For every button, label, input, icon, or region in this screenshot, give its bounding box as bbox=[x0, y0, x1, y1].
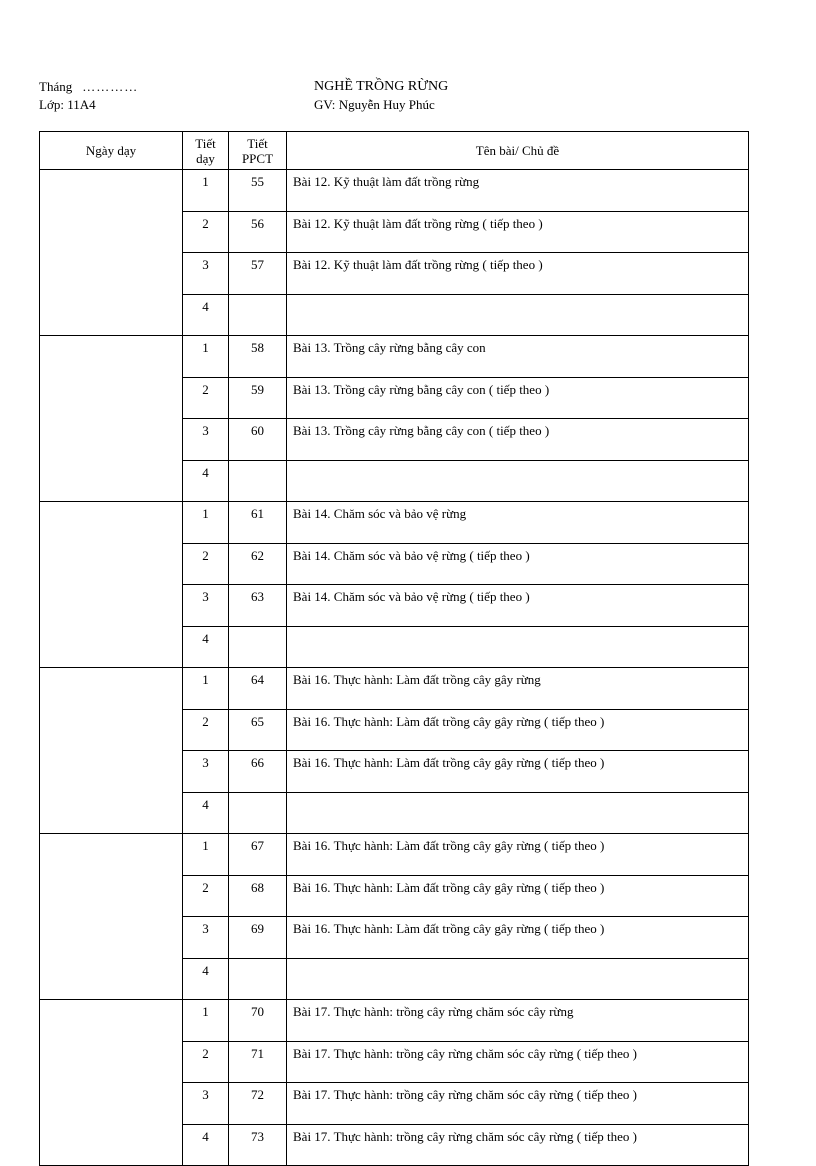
lesson-title-cell: Bài 12. Kỹ thuật làm đất trồng rừng ( tiếp theo ) bbox=[287, 211, 749, 253]
lesson-title-cell: Bài 12. Kỹ thuật làm đất trồng rừng ( tiếp theo ) bbox=[287, 253, 749, 295]
lesson-title-cell: Bài 16. Thực hành: Làm đất trồng cây gây rừng ( tiếp theo ) bbox=[287, 751, 749, 793]
column-title: Tên bài/ Chủ đề bbox=[287, 132, 749, 170]
lesson-title-cell: Bài 16. Thực hành: Làm đất trồng cây gây rừng ( tiếp theo ) bbox=[287, 875, 749, 917]
column-date: Ngày dạy bbox=[40, 132, 183, 170]
lesson-title-cell: Bài 13. Trồng cây rừng bằng cây con ( tiếp theo ) bbox=[287, 377, 749, 419]
date-cell bbox=[40, 1000, 183, 1166]
ppct-cell: 66 bbox=[229, 751, 287, 793]
lesson-title-cell: Bài 16. Thực hành: Làm đất trồng cây gây rừng ( tiếp theo ) bbox=[287, 709, 749, 751]
ppct-cell: 69 bbox=[229, 917, 287, 959]
table-row bbox=[40, 170, 749, 212]
lesson-title-cell: Bài 12. Kỹ thuật làm đất trồng rừng bbox=[287, 170, 749, 212]
lesson-title-cell bbox=[287, 460, 749, 502]
subject-title: NGHỀ TRỒNG RỪNG bbox=[314, 79, 449, 94]
ppct-cell: 59 bbox=[229, 377, 287, 419]
period-cell: 2 bbox=[183, 1041, 229, 1083]
ppct-cell: 70 bbox=[229, 1000, 287, 1042]
table-row bbox=[40, 502, 749, 544]
ppct-cell: 67 bbox=[229, 834, 287, 876]
table-row bbox=[40, 1000, 749, 1042]
ppct-cell: 61 bbox=[229, 502, 287, 544]
class-label: Lớp: bbox=[39, 97, 64, 112]
period-cell: 4 bbox=[183, 958, 229, 1000]
ppct-cell: 62 bbox=[229, 543, 287, 585]
period-cell: 4 bbox=[183, 294, 229, 336]
period-cell: 2 bbox=[183, 709, 229, 751]
ppct-cell: 55 bbox=[229, 170, 287, 212]
table-row bbox=[40, 336, 749, 378]
period-cell: 1 bbox=[183, 668, 229, 710]
column-period-line2: dạy bbox=[196, 150, 215, 166]
period-cell: 2 bbox=[183, 875, 229, 917]
date-cell bbox=[40, 668, 183, 834]
ppct-cell: 71 bbox=[229, 1041, 287, 1083]
column-period-line1: Tiết bbox=[195, 135, 216, 151]
lesson-title-cell bbox=[287, 958, 749, 1000]
date-cell bbox=[40, 170, 183, 336]
teacher-line bbox=[314, 97, 435, 113]
period-cell: 1 bbox=[183, 502, 229, 544]
period-cell: 2 bbox=[183, 211, 229, 253]
period-cell: 1 bbox=[183, 1000, 229, 1042]
teacher-label: GV: bbox=[314, 97, 336, 112]
period-cell: 3 bbox=[183, 917, 229, 959]
period-cell: 3 bbox=[183, 253, 229, 295]
lesson-title-cell: Bài 16. Thực hành: Làm đất trồng cây gây rừng ( tiếp theo ) bbox=[287, 917, 749, 959]
table-row bbox=[40, 668, 749, 710]
period-cell: 2 bbox=[183, 543, 229, 585]
table-body bbox=[40, 170, 749, 1166]
lesson-title-cell bbox=[287, 792, 749, 834]
class-value: 11A4 bbox=[67, 97, 96, 112]
lesson-title-cell: Bài 14. Chăm sóc và bảo vệ rừng ( tiếp theo ) bbox=[287, 543, 749, 585]
ppct-cell: 65 bbox=[229, 709, 287, 751]
lesson-title-cell bbox=[287, 294, 749, 336]
period-cell: 3 bbox=[183, 751, 229, 793]
period-cell: 1 bbox=[183, 170, 229, 212]
ppct-cell: 60 bbox=[229, 419, 287, 461]
ppct-cell bbox=[229, 626, 287, 668]
teacher-name: Nguyễn Huy Phúc bbox=[338, 97, 435, 112]
lesson-title-cell: Bài 17. Thực hành: trồng cây rừng chăm sóc cây rừng ( tiếp theo ) bbox=[287, 1083, 749, 1125]
ppct-cell bbox=[229, 958, 287, 1000]
lesson-title-cell: Bài 14. Chăm sóc và bảo vệ rừng bbox=[287, 502, 749, 544]
table-header-row bbox=[40, 132, 749, 170]
column-ppct bbox=[229, 132, 287, 170]
ppct-cell bbox=[229, 792, 287, 834]
lesson-title-cell: Bài 16. Thực hành: Làm đất trồng cây gây rừng ( tiếp theo ) bbox=[287, 834, 749, 876]
period-cell: 3 bbox=[183, 419, 229, 461]
period-cell: 4 bbox=[183, 792, 229, 834]
lesson-title-cell: Bài 14. Chăm sóc và bảo vệ rừng ( tiếp theo ) bbox=[287, 585, 749, 627]
lesson-title-cell bbox=[287, 626, 749, 668]
lesson-title-cell: Bài 17. Thực hành: trồng cây rừng chăm sóc cây rừng bbox=[287, 1000, 749, 1042]
ppct-cell: 63 bbox=[229, 585, 287, 627]
period-cell: 4 bbox=[183, 626, 229, 668]
ppct-cell: 58 bbox=[229, 336, 287, 378]
date-cell bbox=[40, 502, 183, 668]
table-row bbox=[40, 834, 749, 876]
class-line bbox=[39, 97, 96, 113]
lesson-title-cell: Bài 16. Thực hành: Làm đất trồng cây gây rừng bbox=[287, 668, 749, 710]
ppct-cell: 57 bbox=[229, 253, 287, 295]
lesson-plan-table bbox=[39, 131, 749, 1166]
column-ppct-line1: Tiết bbox=[247, 135, 268, 151]
ppct-cell: 56 bbox=[229, 211, 287, 253]
date-cell bbox=[40, 834, 183, 1000]
period-cell: 1 bbox=[183, 336, 229, 378]
ppct-cell: 72 bbox=[229, 1083, 287, 1125]
column-period bbox=[183, 132, 229, 170]
period-cell: 3 bbox=[183, 1083, 229, 1125]
period-cell: 1 bbox=[183, 834, 229, 876]
lesson-title-cell: Bài 13. Trồng cây rừng bằng cây con ( tiếp theo ) bbox=[287, 419, 749, 461]
lesson-title-cell: Bài 13. Trồng cây rừng bằng cây con bbox=[287, 336, 749, 378]
month-dots: ………… bbox=[82, 79, 139, 94]
lesson-title-cell: Bài 17. Thực hành: trồng cây rừng chăm sóc cây rừng ( tiếp theo ) bbox=[287, 1124, 749, 1166]
period-cell: 4 bbox=[183, 1124, 229, 1166]
period-cell: 2 bbox=[183, 377, 229, 419]
ppct-cell: 68 bbox=[229, 875, 287, 917]
lesson-title-cell: Bài 17. Thực hành: trồng cây rừng chăm sóc cây rừng ( tiếp theo ) bbox=[287, 1041, 749, 1083]
date-cell bbox=[40, 336, 183, 502]
ppct-cell: 73 bbox=[229, 1124, 287, 1166]
month-line bbox=[39, 79, 138, 95]
ppct-cell bbox=[229, 460, 287, 502]
ppct-cell bbox=[229, 294, 287, 336]
month-label: Tháng bbox=[39, 79, 73, 94]
period-cell: 3 bbox=[183, 585, 229, 627]
period-cell: 4 bbox=[183, 460, 229, 502]
column-ppct-line2: PPCT bbox=[241, 150, 274, 166]
ppct-cell: 64 bbox=[229, 668, 287, 710]
